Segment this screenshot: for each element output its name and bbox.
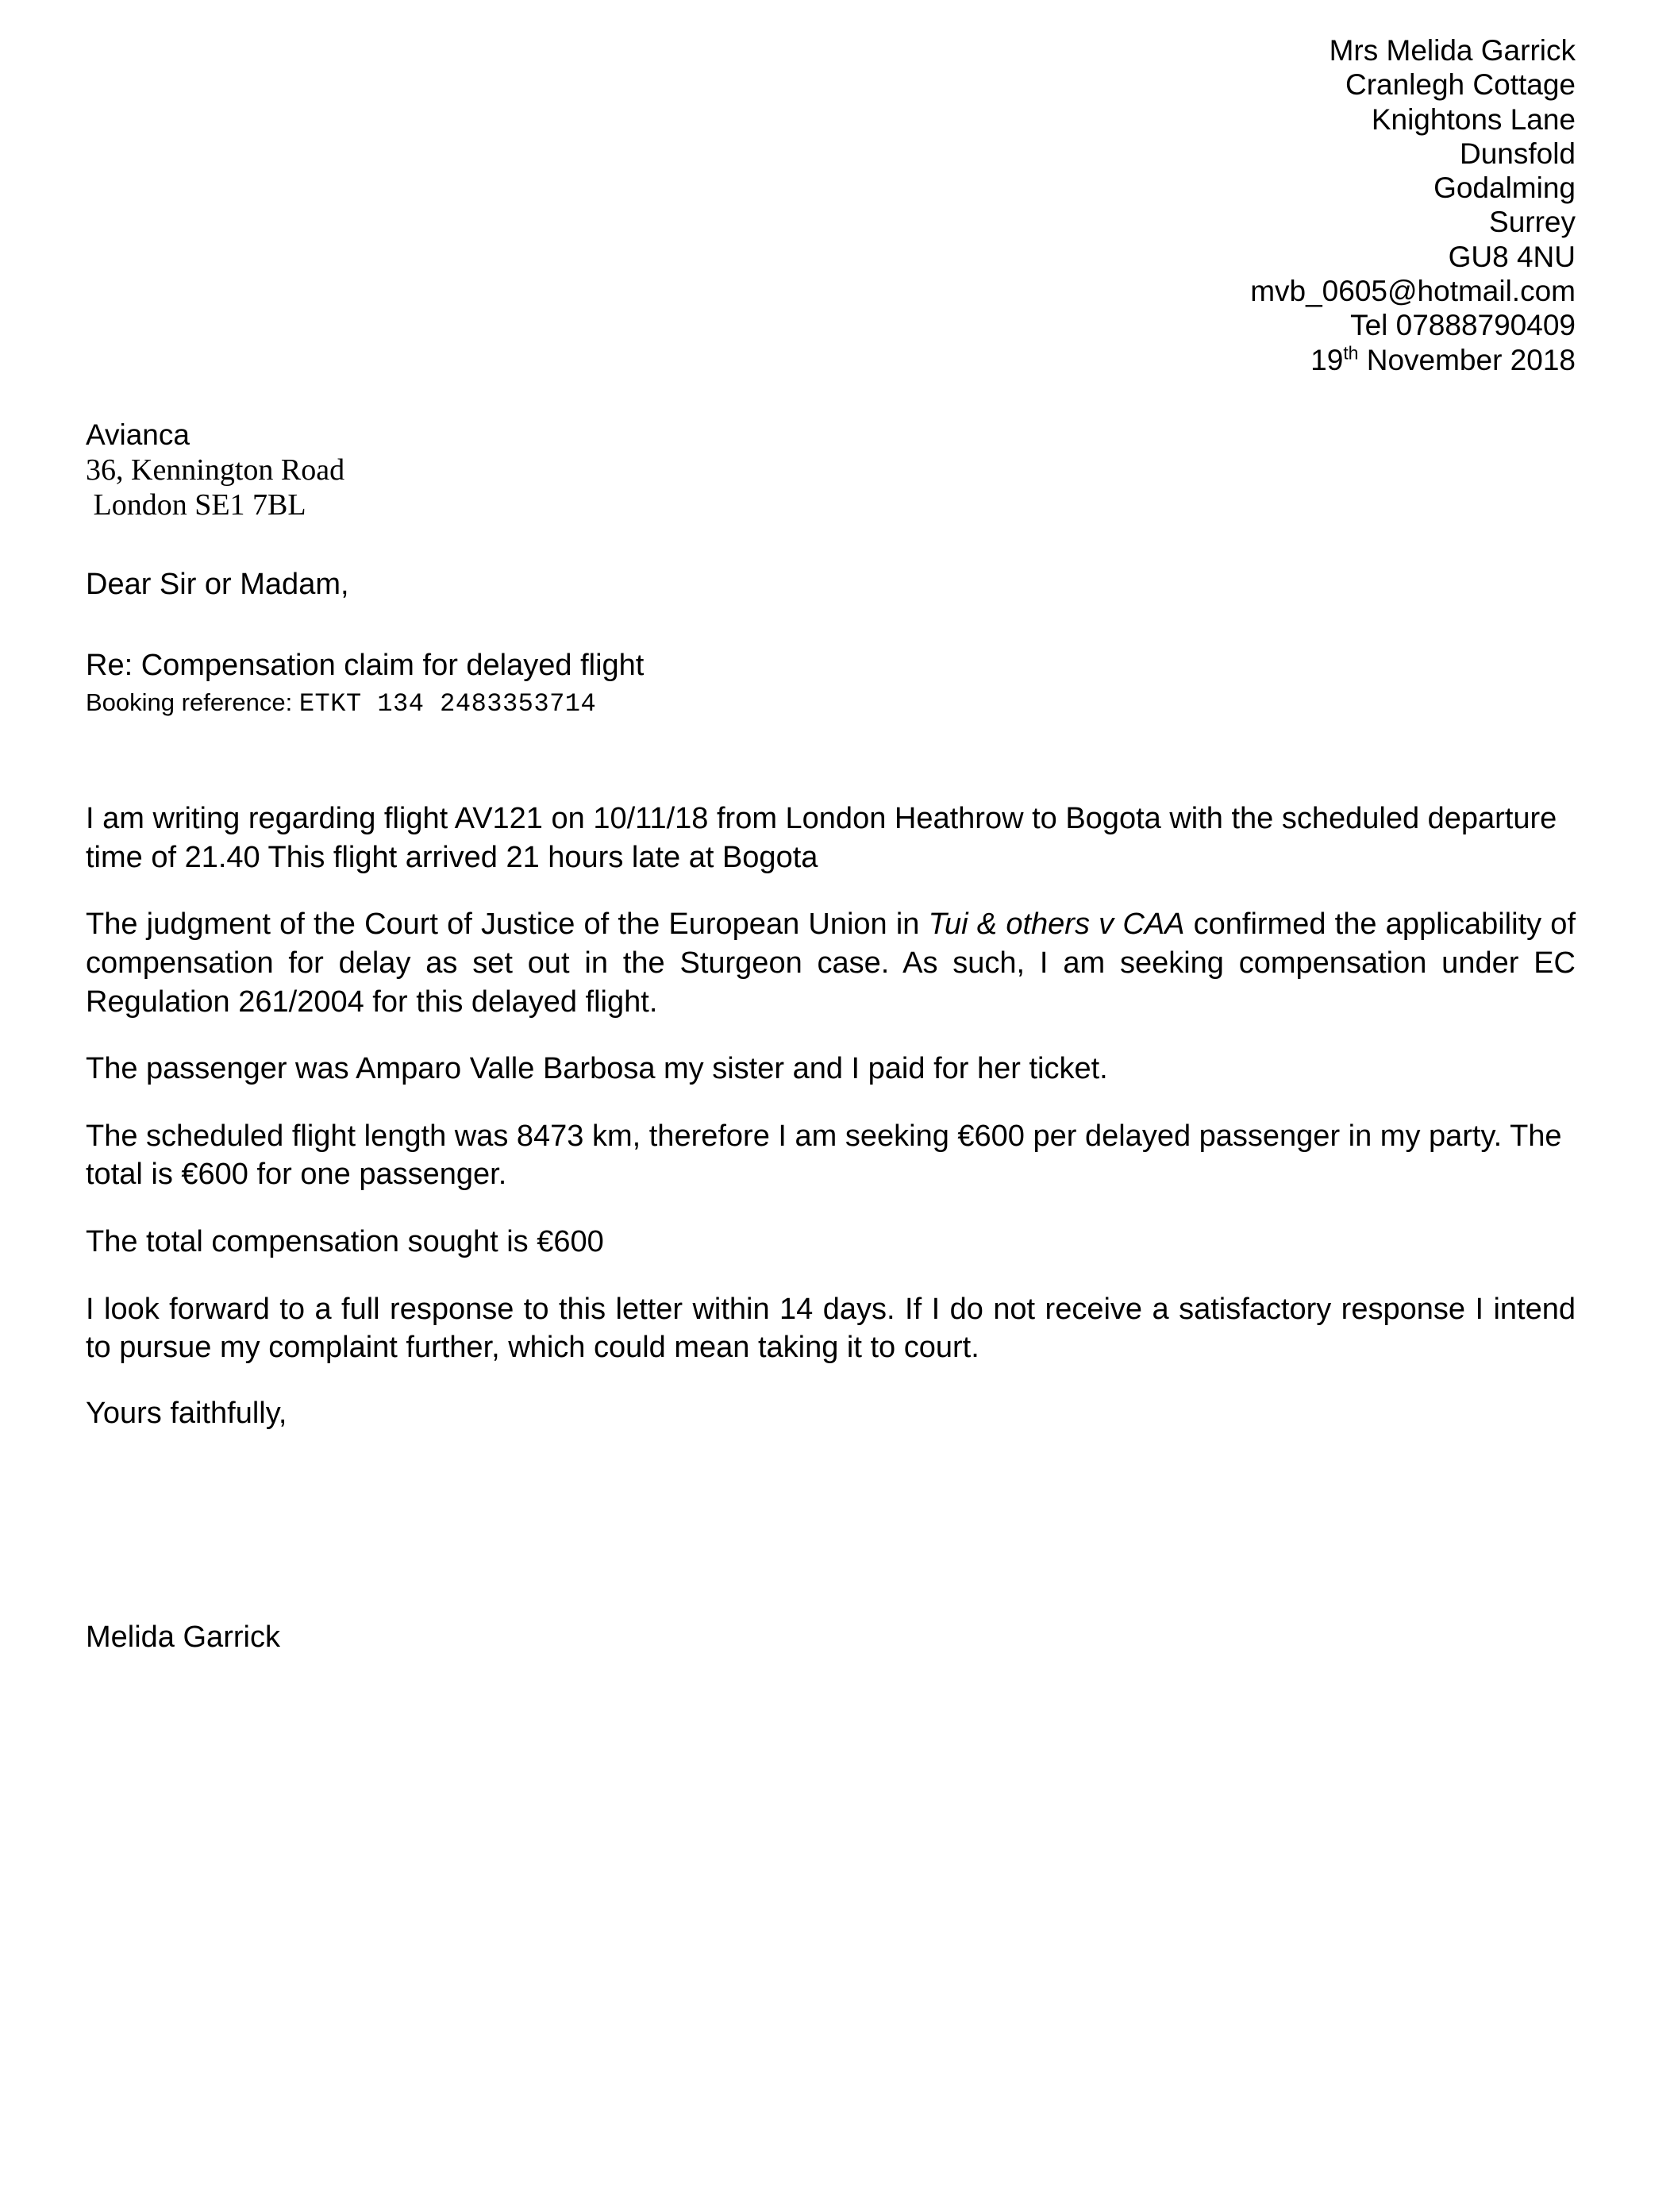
paragraph-2-tail: confirmed the applicability of compensation for delay as set out in the Sturgeon case. As such, I am seeking compensation under EC Regulation 261/2004 for this delayed flight. — [86, 908, 1576, 1019]
sign-off: Yours faithfully, — [86, 1396, 287, 1430]
sender-county: Surrey — [1489, 206, 1576, 239]
subject-block — [86, 648, 1576, 720]
body-paragraph-6: I look forward to a full response to this letter within 14 days. If I do not receive a satisfactory response I intend to pursue my complaint further, which could mean taking it to court. — [86, 1292, 1576, 1365]
paragraph-2-lead: The judgment of the Court of Justice of the European Union in — [86, 908, 929, 942]
date-day: 19 — [1310, 343, 1344, 376]
sender-village: Dunsfold — [1459, 137, 1576, 170]
recipient-company: Avianca — [86, 418, 190, 451]
booking-reference-line — [86, 688, 1576, 720]
letter-date — [86, 343, 1576, 377]
booking-reference-value: ETKT 134 2483353714 — [298, 689, 597, 719]
sender-email: mvb_0605@hotmail.com — [1250, 274, 1576, 307]
body-paragraph-3: The passenger was Amparo Valle Barbosa my sister and I paid for her ticket. — [86, 1052, 1108, 1086]
body-paragraph-1: I am writing regarding flight AV121 on 10/11/18 from London Heathrow to Bogota with the scheduled departure time of 21.40 This flight arrived 21 hours late at Bogota — [86, 802, 1557, 874]
sender-name: Mrs Melida Garrick — [1329, 34, 1576, 67]
sender-town: Godalming — [1433, 171, 1576, 205]
letter-content — [86, 0, 1576, 1655]
date-month-year: November 2018 — [1358, 343, 1576, 376]
body-paragraph-5: The total compensation sought is €600 — [86, 1225, 604, 1259]
sender-house: Cranlegh Cottage — [1345, 68, 1576, 102]
recipient-city-postcode: London SE1 7BL — [86, 487, 306, 522]
booking-reference-label: Booking reference: — [86, 688, 299, 717]
body-paragraph-2 — [86, 905, 1576, 1021]
sender-phone: Tel 07888790409 — [1350, 309, 1576, 342]
salutation: Dear Sir or Madam, — [86, 567, 349, 601]
sender-address-block — [86, 0, 1576, 377]
case-citation: Tui & others v CAA — [928, 908, 1185, 942]
recipient-street: 36, Kennington Road — [86, 453, 345, 487]
subject-re-line: Re: Compensation claim for delayed flight — [86, 649, 645, 683]
body-paragraph-4: The scheduled flight length was 8473 km, therefore I am seeking €600 per delayed passenger in my party. The total is €600 for one passenger. — [86, 1119, 1562, 1192]
letter-body — [86, 800, 1576, 1367]
signature-name: Melida Garrick — [86, 1620, 280, 1654]
recipient-address-block — [86, 418, 1576, 522]
sender-postcode: GU8 4NU — [1448, 240, 1576, 273]
date-ordinal-suffix: th — [1343, 342, 1359, 364]
sender-street: Knightons Lane — [1371, 102, 1576, 136]
